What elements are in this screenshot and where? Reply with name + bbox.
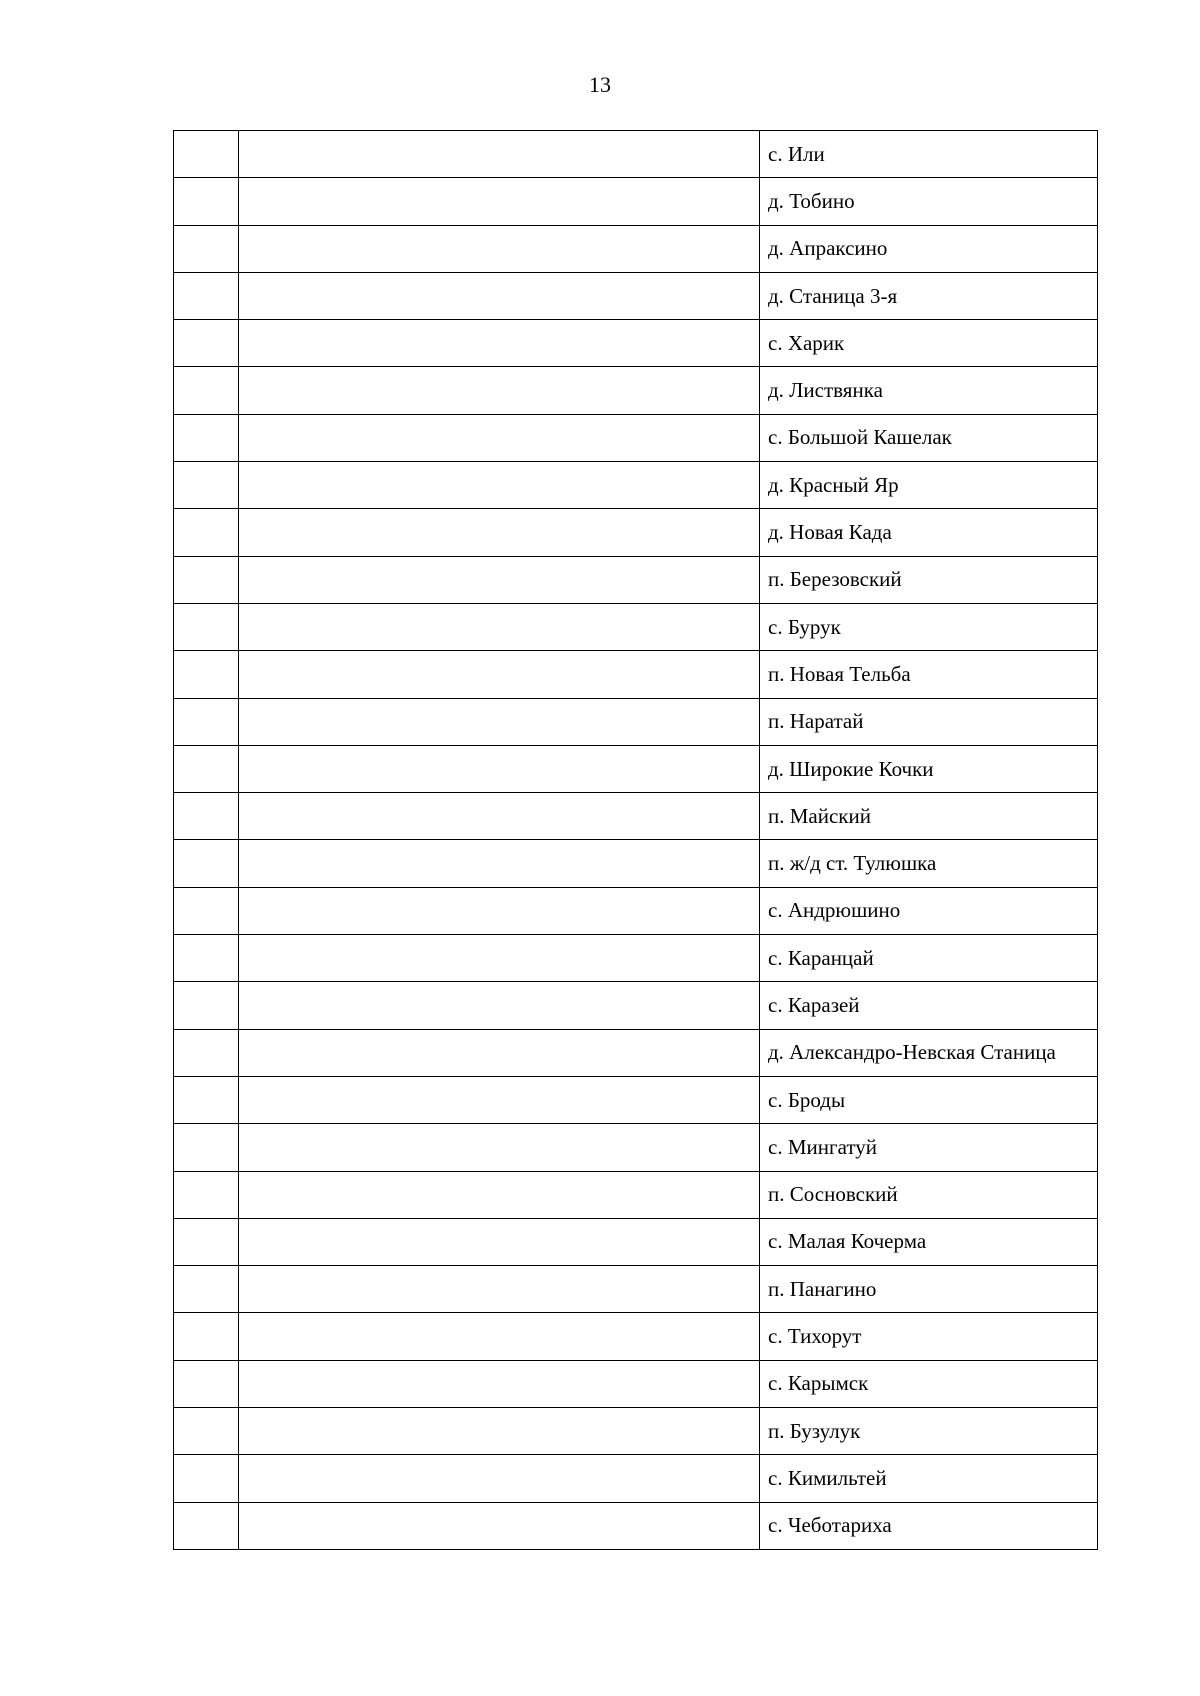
row-number-cell	[174, 131, 239, 178]
table-row	[174, 603, 1098, 650]
settlement-name-cell: с. Андрюшино	[760, 887, 1098, 934]
table-row	[174, 1455, 1098, 1502]
settlement-name-cell: с. Карымск	[760, 1360, 1098, 1407]
row-name-cell	[239, 745, 760, 792]
table-row	[174, 272, 1098, 319]
table-row	[174, 698, 1098, 745]
settlement-name-cell: с. Большой Кашелак	[760, 414, 1098, 461]
table-row	[174, 1076, 1098, 1123]
row-name-cell	[239, 1502, 760, 1549]
table-row	[174, 367, 1098, 414]
row-number-cell	[174, 1029, 239, 1076]
table-row	[174, 1502, 1098, 1549]
settlement-name-cell: с. Бурук	[760, 603, 1098, 650]
row-name-cell	[239, 982, 760, 1029]
row-number-cell	[174, 414, 239, 461]
row-name-cell	[239, 556, 760, 603]
settlement-name-cell: д. Станица 3-я	[760, 272, 1098, 319]
row-number-cell	[174, 1076, 239, 1123]
row-name-cell	[239, 1171, 760, 1218]
row-number-cell	[174, 982, 239, 1029]
settlement-name-cell: с. Тихорут	[760, 1313, 1098, 1360]
table-row	[174, 320, 1098, 367]
row-number-cell	[174, 1266, 239, 1313]
row-number-cell	[174, 178, 239, 225]
table-row	[174, 1171, 1098, 1218]
row-name-cell	[239, 131, 760, 178]
row-number-cell	[174, 1502, 239, 1549]
table-row	[174, 414, 1098, 461]
row-name-cell	[239, 935, 760, 982]
row-name-cell	[239, 698, 760, 745]
table-row	[174, 887, 1098, 934]
page-number: 13	[589, 72, 611, 97]
row-name-cell	[239, 178, 760, 225]
settlement-name-cell: п. Панагино	[760, 1266, 1098, 1313]
table-row	[174, 1266, 1098, 1313]
row-number-cell	[174, 651, 239, 698]
row-number-cell	[174, 840, 239, 887]
row-number-cell	[174, 1360, 239, 1407]
row-name-cell	[239, 414, 760, 461]
row-number-cell	[174, 935, 239, 982]
table-row	[174, 651, 1098, 698]
settlement-name-cell: д. Апраксино	[760, 225, 1098, 272]
settlement-name-cell: д. Тобино	[760, 178, 1098, 225]
table-row	[174, 509, 1098, 556]
table-row	[174, 1218, 1098, 1265]
settlement-name-cell: д. Листвянка	[760, 367, 1098, 414]
row-name-cell	[239, 320, 760, 367]
settlement-name-cell: с. Мингатуй	[760, 1124, 1098, 1171]
settlement-name-cell: п. Майский	[760, 793, 1098, 840]
row-number-cell	[174, 556, 239, 603]
row-number-cell	[174, 887, 239, 934]
row-name-cell	[239, 887, 760, 934]
row-number-cell	[174, 745, 239, 792]
settlement-name-cell: д. Александро-Невская Станица	[760, 1029, 1098, 1076]
row-number-cell	[174, 272, 239, 319]
table-row	[174, 1313, 1098, 1360]
row-name-cell	[239, 1313, 760, 1360]
row-name-cell	[239, 1455, 760, 1502]
settlements-table-body	[174, 131, 1098, 1550]
row-number-cell	[174, 1408, 239, 1455]
row-name-cell	[239, 1360, 760, 1407]
settlement-name-cell: с. Харик	[760, 320, 1098, 367]
settlement-name-cell: с. Или	[760, 131, 1098, 178]
settlement-name-cell: с. Броды	[760, 1076, 1098, 1123]
row-name-cell	[239, 1124, 760, 1171]
row-number-cell	[174, 320, 239, 367]
row-number-cell	[174, 1171, 239, 1218]
row-name-cell	[239, 651, 760, 698]
settlement-name-cell: с. Каразей	[760, 982, 1098, 1029]
row-name-cell	[239, 272, 760, 319]
row-name-cell	[239, 840, 760, 887]
settlement-name-cell: д. Широкие Кочки	[760, 745, 1098, 792]
row-number-cell	[174, 462, 239, 509]
settlement-name-cell: д. Новая Када	[760, 509, 1098, 556]
table-row	[174, 178, 1098, 225]
settlement-name-cell: с. Каранцай	[760, 935, 1098, 982]
row-name-cell	[239, 509, 760, 556]
row-number-cell	[174, 367, 239, 414]
table-row	[174, 462, 1098, 509]
settlement-name-cell: п. Бузулук	[760, 1408, 1098, 1455]
row-name-cell	[239, 1218, 760, 1265]
row-number-cell	[174, 1124, 239, 1171]
table-row	[174, 793, 1098, 840]
settlement-name-cell: п. Сосновский	[760, 1171, 1098, 1218]
row-number-cell	[174, 1218, 239, 1265]
table-row	[174, 935, 1098, 982]
table-row	[174, 1360, 1098, 1407]
row-name-cell	[239, 603, 760, 650]
row-name-cell	[239, 225, 760, 272]
row-name-cell	[239, 1076, 760, 1123]
settlement-name-cell: с. Малая Кочерма	[760, 1218, 1098, 1265]
table-row	[174, 131, 1098, 178]
row-name-cell	[239, 1408, 760, 1455]
table-row	[174, 1029, 1098, 1076]
row-number-cell	[174, 603, 239, 650]
settlement-name-cell: п. Новая Тельба	[760, 651, 1098, 698]
row-number-cell	[174, 698, 239, 745]
row-name-cell	[239, 1266, 760, 1313]
row-number-cell	[174, 225, 239, 272]
row-name-cell	[239, 1029, 760, 1076]
row-name-cell	[239, 462, 760, 509]
table-row	[174, 840, 1098, 887]
table-row	[174, 745, 1098, 792]
settlements-table	[173, 130, 1098, 1550]
settlement-name-cell: п. Березовский	[760, 556, 1098, 603]
table-row	[174, 225, 1098, 272]
table-row	[174, 982, 1098, 1029]
settlement-name-cell: п. ж/д ст. Тулюшка	[760, 840, 1098, 887]
table-row	[174, 1124, 1098, 1171]
settlement-name-cell: с. Чеботариха	[760, 1502, 1098, 1549]
row-number-cell	[174, 793, 239, 840]
table-row	[174, 1408, 1098, 1455]
settlement-name-cell: д. Красный Яр	[760, 462, 1098, 509]
settlement-name-cell: с. Кимильтей	[760, 1455, 1098, 1502]
settlement-name-cell: п. Наратай	[760, 698, 1098, 745]
row-name-cell	[239, 367, 760, 414]
table-row	[174, 556, 1098, 603]
row-number-cell	[174, 509, 239, 556]
row-number-cell	[174, 1313, 239, 1360]
row-name-cell	[239, 793, 760, 840]
row-number-cell	[174, 1455, 239, 1502]
